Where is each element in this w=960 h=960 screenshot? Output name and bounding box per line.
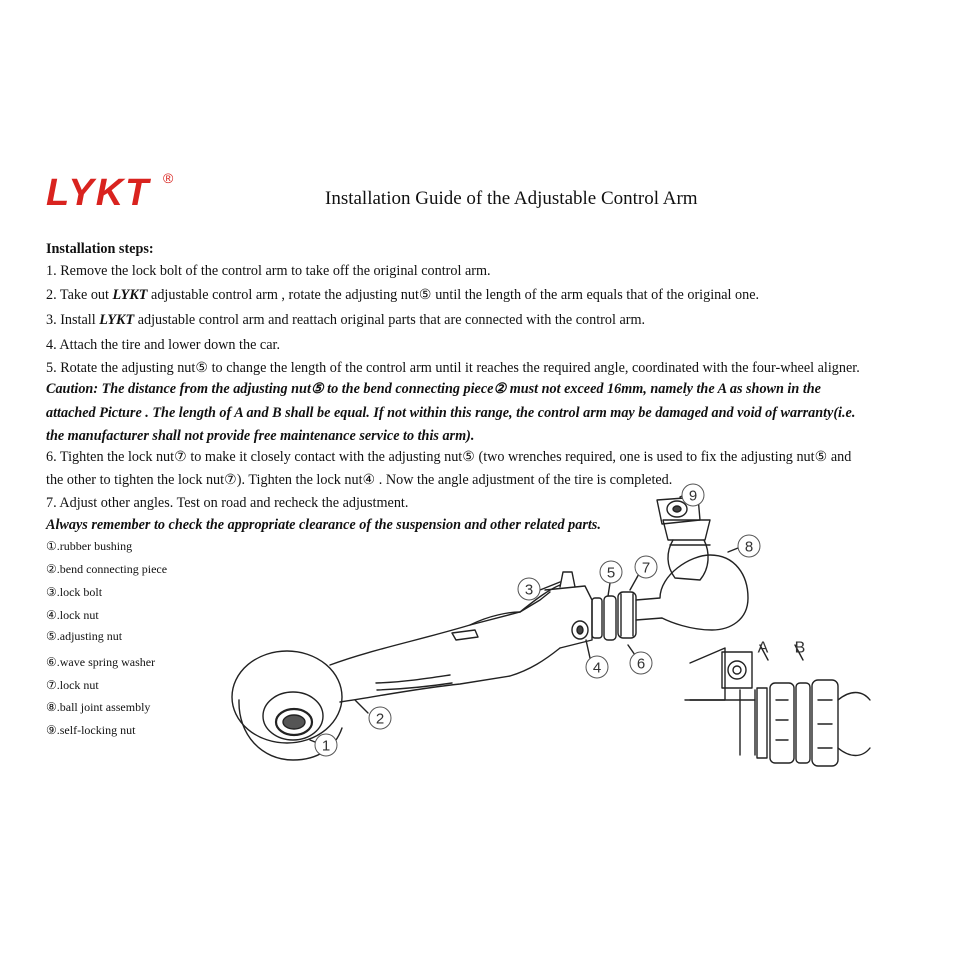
adjusting-nut-drawing <box>592 592 636 640</box>
step-2-brand: LYKT <box>112 287 148 303</box>
part-item: ②.bend connecting piece <box>46 562 168 576</box>
callout-9: 9 <box>688 487 698 505</box>
step-2-text-a: 2. Take out <box>46 287 113 303</box>
step-3-text-a: 3. Install <box>46 312 100 328</box>
callout-8: 8 <box>744 538 754 556</box>
step-2-text-b: adjustable control arm , rotate the adjusting nut⑤ until the length of the arm equals that of the original one. <box>147 287 760 303</box>
callout-7: 7 <box>641 559 651 577</box>
steps-heading: Installation steps: <box>46 241 154 257</box>
part-item: ③.lock bolt <box>46 585 103 599</box>
part-item: ⑧.ball joint assembly <box>46 700 151 714</box>
part-item: ⑦.lock nut <box>46 678 99 692</box>
bend-connecting-piece-drawing <box>330 585 560 702</box>
callout-1: 1 <box>321 737 331 755</box>
step-3-text-b: adjustable control arm and reattach original parts that are connected with the control arm. <box>134 312 646 328</box>
callout-2: 2 <box>375 710 385 728</box>
detail-label-a: A <box>757 639 769 657</box>
step-6-line-2: the other to tighten the lock nut⑦). Tighten the lock nut④ . Now the angle adjustment of the tire is completed. <box>46 472 673 488</box>
part-item: ①.rubber bushing <box>46 539 133 553</box>
part-item: ⑨.self-locking nut <box>46 723 136 737</box>
caution-line-3: the manufacturer shall not provide free maintenance service to this arm). <box>46 428 475 444</box>
step-7: 7. Adjust other angles. Test on road and recheck the adjustment. <box>46 495 409 511</box>
callout-5: 5 <box>606 564 616 582</box>
clearance-reminder: Always remember to check the appropriate clearance of the suspension and other related parts. <box>46 517 601 533</box>
detail-label-b: B <box>794 639 806 657</box>
part-item: ④.lock nut <box>46 608 99 622</box>
step-4: 4. Attach the tire and lower down the car. <box>46 337 281 353</box>
step-6-line-1: 6. Tighten the lock nut⑦ to make it closely contact with the adjusting nut⑤ (two wrenches required, one is used to fix the adjusting nut⑤ and <box>46 449 852 465</box>
brand-logo: LYKT <box>46 172 151 214</box>
callout-6: 6 <box>636 655 646 673</box>
lock-bolt-drawing <box>545 572 592 648</box>
callout-3: 3 <box>524 581 534 599</box>
caution-line-1: Caution: The distance from the adjusting nut⑤ to the bend connecting piece② must not exceed 16mm, namely the A as shown in the <box>46 381 821 397</box>
clearance-detail-drawing <box>685 645 870 766</box>
part-item: ⑤.adjusting nut <box>46 629 123 643</box>
part-item: ⑥.wave spring washer <box>46 655 156 669</box>
step-5: 5. Rotate the adjusting nut⑤ to change the length of the control arm until it reaches the required angle, coordinated with the four-wheel aligner. <box>46 360 860 376</box>
caution-line-2: attached Picture . The length of A and B shall be equal. If not within this range, the control arm may be damaged and void of warranty(i.e. <box>46 405 856 421</box>
step-1: 1. Remove the lock bolt of the control arm to take off the original control arm. <box>46 263 491 279</box>
step-3-brand: LYKT <box>99 312 135 328</box>
callout-4: 4 <box>592 659 602 677</box>
registered-mark: ® <box>163 170 174 186</box>
page-title: Installation Guide of the Adjustable Control Arm <box>325 188 698 209</box>
